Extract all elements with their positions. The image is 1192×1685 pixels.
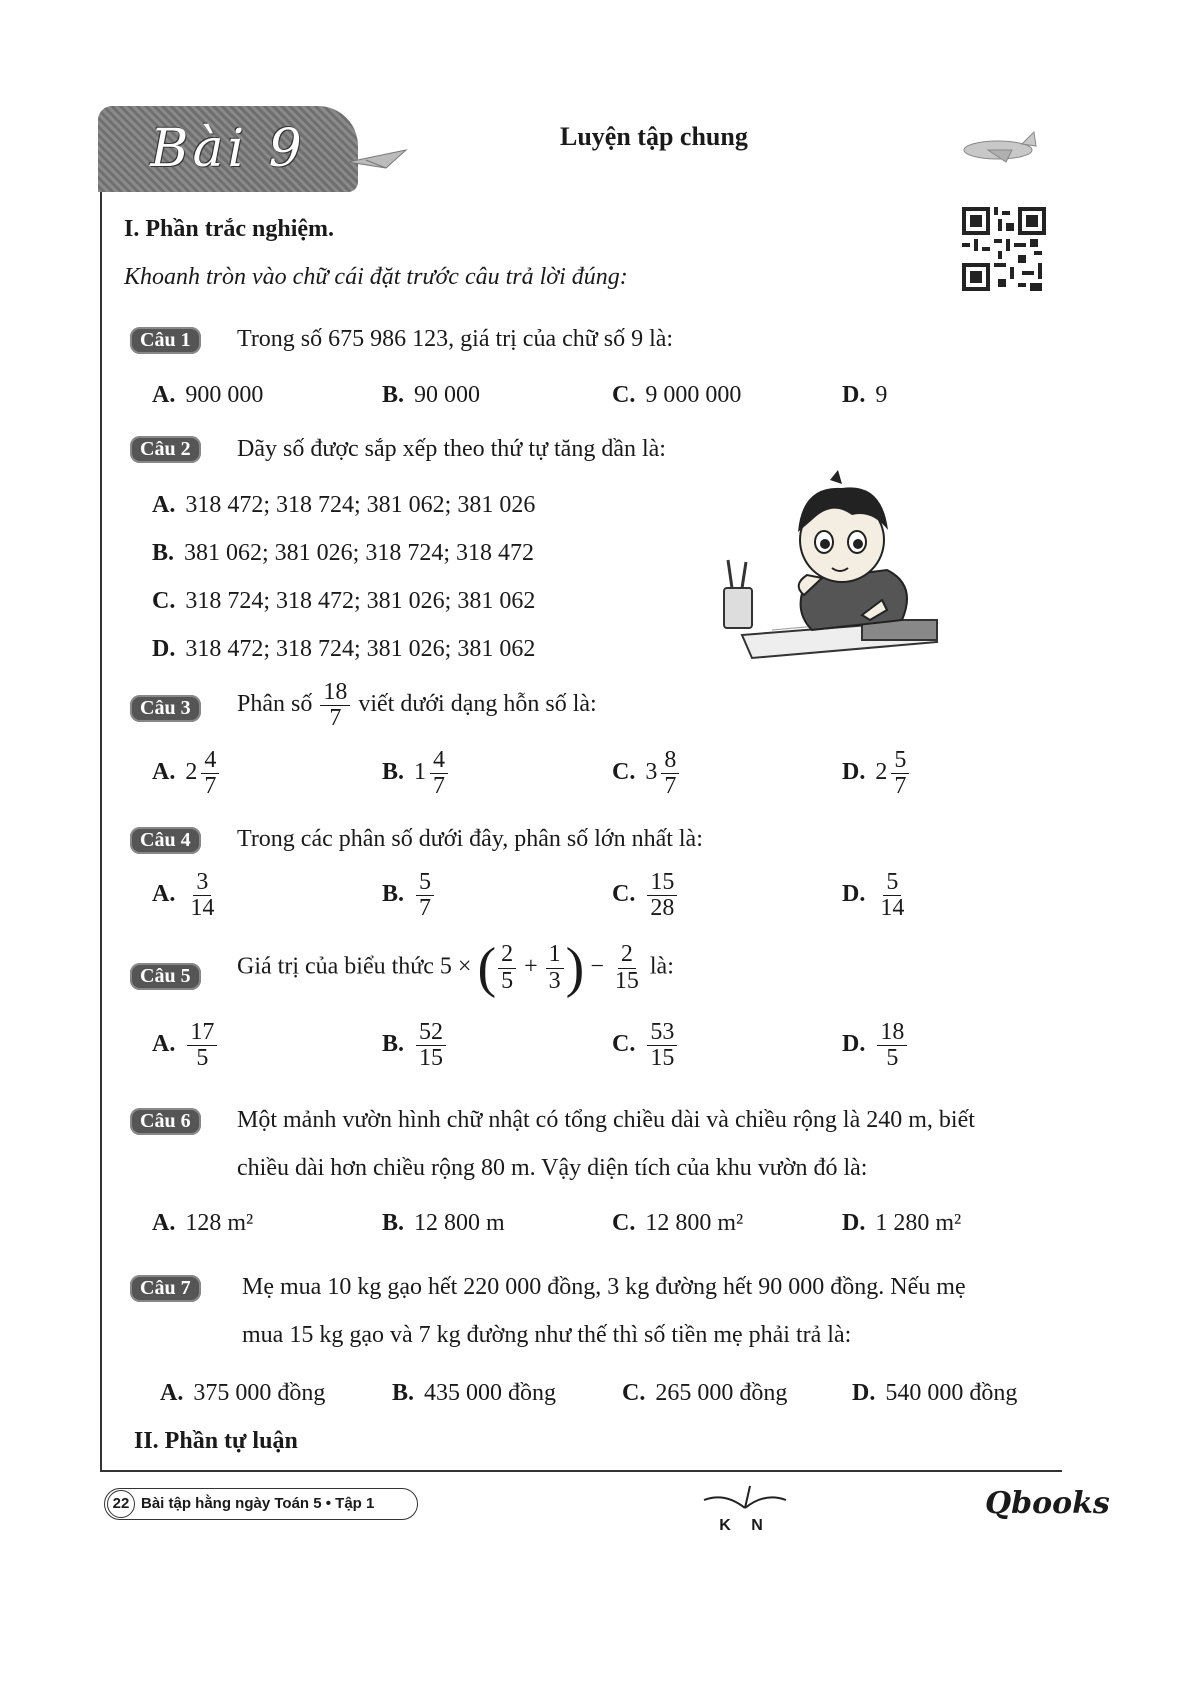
paper-plane-icon: [346, 144, 416, 174]
q7-option-d[interactable]: D. 540 000 đồng: [852, 1380, 1018, 1406]
q1-option-a[interactable]: A. 900 000: [152, 382, 264, 408]
question-5-text: Giá trị của biểu thức 5 × ( $\frac{2}{5}$ + $\frac{1}{3}$ ) − $\frac{2}{15}$ là:: [237, 937, 674, 999]
q4-option-b[interactable]: B. $\frac{5}{7}$: [382, 870, 436, 921]
book-title: Bài tập hằng ngày Toán 5 • Tập 1: [141, 1495, 375, 1512]
q1-option-d[interactable]: D. 9: [842, 382, 888, 408]
footer-book-info: [104, 1488, 418, 1520]
q3-option-c[interactable]: C. 3 $\frac{8}{7}$: [612, 748, 681, 799]
question-label: Câu 6: [130, 1108, 201, 1135]
fraction: $\frac{18}{7}$: [320, 680, 350, 731]
page-title: Luyện tập chung: [560, 122, 748, 151]
question-1-text: Trong số 675 986 123, giá trị của chữ số 9 là:: [237, 326, 674, 352]
question-2-text: Dãy số được sắp xếp theo thứ tự tăng dần là:: [237, 436, 666, 462]
question-7-line-2: mua 15 kg gạo và 7 kg đường như thế thì số tiền mẹ phải trả là:: [242, 1322, 852, 1348]
page-frame-bottom: [100, 1470, 1062, 1472]
q1-option-b[interactable]: B. 90 000: [382, 382, 481, 408]
q4-option-c[interactable]: C. $\frac{15}{28}$: [612, 870, 679, 921]
q6-option-c[interactable]: C. 12 800 m²: [612, 1210, 744, 1236]
open-book-icon: [700, 1482, 790, 1512]
question-6-line-1: Một mảnh vườn hình chữ nhật có tổng chiều dài và chiều rộng là 240 m, biết: [237, 1107, 975, 1133]
q4-option-a[interactable]: A. $\frac{3}{14}$: [152, 869, 215, 922]
q4-option-d[interactable]: D. $\frac{5}{14}$: [842, 869, 905, 922]
question-label: Câu 2: [130, 436, 201, 463]
page-number: 22: [107, 1490, 135, 1518]
question-7: [130, 1275, 201, 1302]
q3-option-b[interactable]: B. 1 $\frac{4}{7}$: [382, 748, 450, 799]
question-2: [130, 436, 201, 463]
brand-logo: Qbooks: [985, 1486, 1110, 1521]
question-label: Câu 4: [130, 827, 201, 854]
q2-option-b[interactable]: B. 381 062; 381 026; 318 724; 318 472: [152, 540, 535, 566]
publisher-logo: K N: [700, 1482, 790, 1532]
q2-option-d[interactable]: D. 318 472; 318 724; 381 026; 381 062: [152, 636, 536, 662]
q5-option-a[interactable]: A. $\frac{17}{5}$: [152, 1020, 219, 1071]
q1-option-c[interactable]: C. 9 000 000: [612, 382, 742, 408]
lesson-badge: Bài 9: [98, 106, 358, 192]
question-1: [130, 327, 201, 354]
question-4: [130, 827, 201, 854]
q2-option-a[interactable]: A. 318 472; 318 724; 381 062; 381 026: [152, 492, 536, 518]
question-label: Câu 1: [130, 327, 201, 354]
student-illustration: [712, 470, 948, 670]
airplane-icon: [962, 128, 1042, 166]
question-label: Câu 5: [130, 963, 201, 990]
section-1-title: I. Phần trắc nghiệm.: [124, 216, 334, 242]
q5-option-b[interactable]: B. $\frac{52}{15}$: [382, 1020, 448, 1071]
question-7-line-1: Mẹ mua 10 kg gạo hết 220 000 đồng, 3 kg đường hết 90 000 đồng. Nếu mẹ: [242, 1274, 966, 1300]
q3-option-d[interactable]: D. 2 $\frac{5}{7}$: [842, 748, 911, 799]
q7-option-b[interactable]: B. 435 000 đồng: [392, 1380, 557, 1406]
question-3-text: Phân số $\frac{18}{7}$ viết dưới dạng hỗn số là:: [237, 679, 597, 732]
question-5: [130, 963, 201, 990]
question-label: Câu 3: [130, 695, 201, 722]
q6-option-a[interactable]: A. 128 m²: [152, 1210, 254, 1236]
q7-option-c[interactable]: C. 265 000 đồng: [622, 1380, 788, 1406]
instruction-text: Khoanh tròn vào chữ cái đặt trước câu trả lời đúng:: [124, 264, 628, 290]
question-6-line-2: chiều dài hơn chiều rộng 80 m. Vậy diện tích của khu vườn đó là:: [237, 1155, 868, 1181]
question-3: [130, 695, 201, 722]
question-label: Câu 7: [130, 1275, 201, 1302]
q2-option-c[interactable]: C. 318 724; 318 472; 381 026; 381 062: [152, 588, 536, 614]
section-2-title: II. Phần tự luận: [134, 1428, 298, 1454]
question-4-text: Trong các phân số dưới đây, phân số lớn nhất là:: [237, 826, 703, 852]
q7-option-a[interactable]: A. 375 000 đồng: [160, 1380, 326, 1406]
q6-option-b[interactable]: B. 12 800 m: [382, 1210, 505, 1236]
q3-option-a[interactable]: A. 2 $\frac{4}{7}$: [152, 748, 221, 799]
qr-code-icon: [962, 207, 1046, 291]
q5-option-d[interactable]: D. $\frac{18}{5}$: [842, 1020, 909, 1071]
q6-option-d[interactable]: D. 1 280 m²: [842, 1210, 962, 1236]
page-frame-left: [100, 180, 102, 1470]
q5-option-c[interactable]: C. $\frac{53}{15}$: [612, 1020, 679, 1071]
question-6: [130, 1108, 201, 1135]
